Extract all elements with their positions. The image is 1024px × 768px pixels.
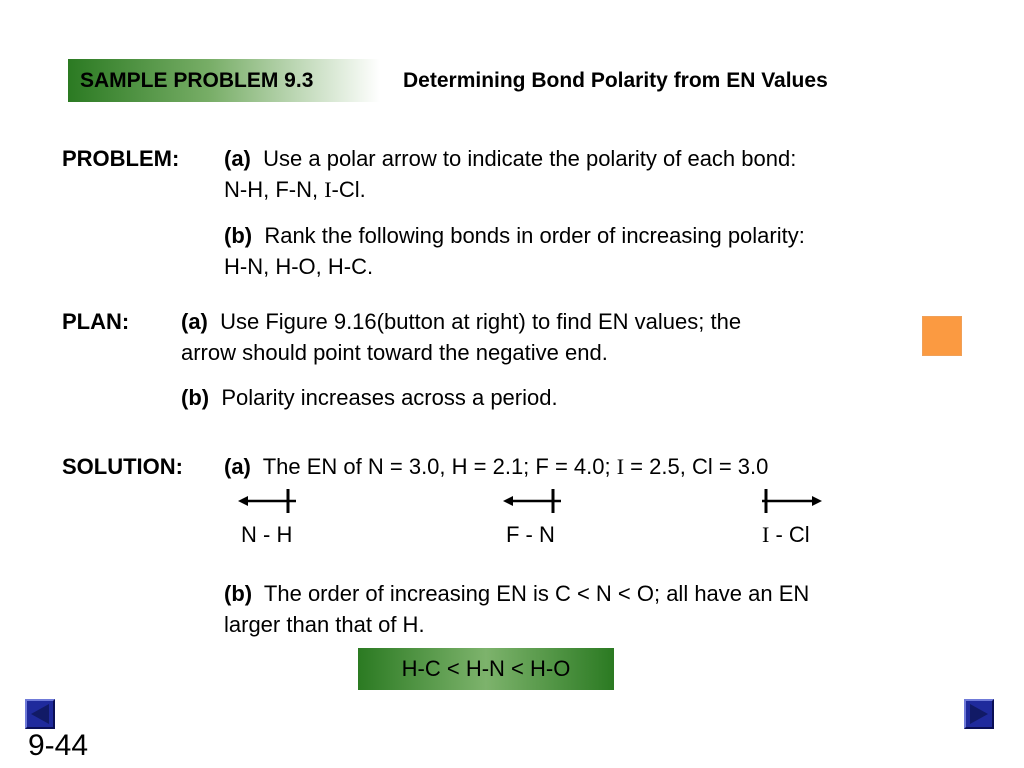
solution-a-text-part2: = 2.5, Cl = 3.0 <box>624 454 769 479</box>
problem-a-line1 <box>224 143 796 174</box>
solution-b-line1 <box>224 578 809 609</box>
next-slide-button[interactable] <box>964 699 994 729</box>
plan-b-text: Polarity increases across a period. <box>221 385 558 410</box>
polar-arrow-nh <box>238 489 300 513</box>
polar-arrow-icl <box>760 489 822 513</box>
plan-b-line1 <box>181 382 558 413</box>
iodine-symbol: I <box>762 522 770 547</box>
solution-heading: SOLUTION: <box>62 454 183 479</box>
solution-b-marker: (b) <box>224 581 253 606</box>
bond-label-icl <box>762 519 810 550</box>
problem-b-line1 <box>224 220 805 251</box>
problem-a-marker: (a) <box>224 146 251 171</box>
triangle-left-icon <box>27 701 53 727</box>
solution-b-text: The order of increasing EN is C < N < O; all have an EN <box>263 581 810 606</box>
plan-a-text: Use Figure 9.16(button at right) to find EN values; the <box>220 309 742 334</box>
polar-arrow-fn <box>503 489 565 513</box>
problem-b-text: Rank the following bonds in order of increasing polarity: <box>264 223 805 248</box>
slide-number: 9-44 <box>28 729 89 762</box>
previous-slide-button[interactable] <box>25 699 55 729</box>
solution-a-text-part1: The EN of N = 3.0, H = 2.1; F = 4.0; <box>262 454 617 479</box>
problem-heading: PROBLEM: <box>62 146 180 171</box>
bond-label-nh: N - H <box>241 522 293 547</box>
solution-a-marker: (a) <box>224 454 251 479</box>
figure-9-16-button[interactable] <box>922 316 962 356</box>
problem-a-text: Use a polar arrow to indicate the polarity of each bond: <box>263 146 797 171</box>
problem-b-marker: (b) <box>224 223 253 248</box>
plan-a-marker: (a) <box>181 309 208 334</box>
triangle-right-icon <box>966 701 992 727</box>
problem-a-line2-suffix: -Cl. <box>331 177 366 202</box>
answer-text: H-C < H-N < H-O <box>401 656 571 681</box>
plan-b-marker: (b) <box>181 385 210 410</box>
plan-heading: PLAN: <box>62 309 130 334</box>
iodine-symbol: I <box>324 177 332 202</box>
iodine-symbol: I <box>616 454 625 479</box>
problem-a-line2 <box>224 174 366 205</box>
solution-b-line2: larger than that of H. <box>224 612 425 637</box>
problem-a-line2-prefix: N-H, F-N, <box>224 177 325 202</box>
header-label: SAMPLE PROBLEM 9.3 <box>80 69 314 92</box>
solution-a-line1 <box>224 451 768 482</box>
bond-label-icl-suffix: - Cl <box>769 522 810 547</box>
bond-label-fn: F - N <box>506 522 555 547</box>
plan-a-line1 <box>181 306 741 337</box>
problem-b-line2: H-N, H-O, H-C. <box>224 254 374 279</box>
plan-a-line2: arrow should point toward the negative end. <box>181 340 608 365</box>
header-title: Determining Bond Polarity from EN Values <box>403 69 828 92</box>
